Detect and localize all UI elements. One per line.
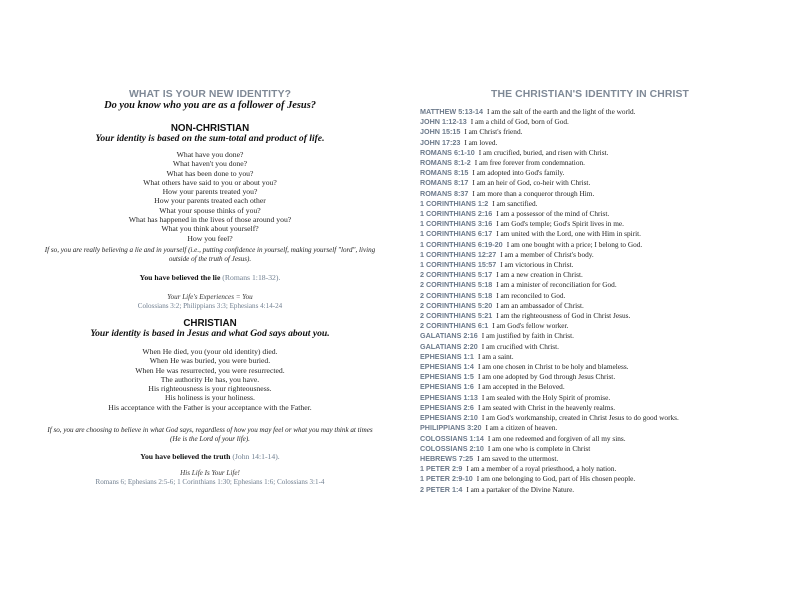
verse-ref: MATTHEW 5:13-14 (420, 107, 483, 116)
verse-row (420, 331, 770, 341)
verse-row (420, 362, 770, 372)
verse-ref: JOHN 17:23 (420, 137, 461, 147)
verse-row (420, 474, 770, 484)
verse-row (420, 423, 770, 433)
verse-ref: JOHN 15:15 (420, 127, 461, 137)
verse-row (420, 382, 770, 392)
verse-ref: EPHESIANS 1:4 (420, 362, 474, 372)
verse-row (420, 280, 770, 290)
verse-text: I am the righteousness of God in Christ Jesus. (496, 311, 631, 321)
verse-ref: EPHESIANS 1:5 (420, 372, 474, 382)
question-line: What has been done to you? (166, 168, 254, 178)
verse-text: I am one adopted by God through Jesus Christ. (477, 372, 616, 382)
verse-list (420, 107, 770, 495)
non-christian-questions (50, 150, 370, 243)
verse-ref: 2 CORINTHIANS 5:17 (420, 270, 493, 280)
verse-row (420, 209, 770, 219)
truth-line: His righteousness is your righteousness. (148, 384, 272, 394)
verse-text: I am God's workmanship, created in Christ Jesus to do good works. (481, 413, 679, 423)
verse-ref: COLOSSIANS 2:10 (420, 443, 484, 453)
verse-ref: 1 CORINTHIANS 1:2 (420, 198, 489, 208)
verse-text: I am a child of God, born of God. (470, 117, 569, 127)
verse-row (420, 352, 770, 362)
page-title-left: WHAT IS YOUR NEW IDENTITY? (128, 89, 292, 100)
verse-ref: 1 CORINTHIANS 12:27 (420, 249, 497, 259)
verse-ref: 1 CORINTHIANS 6:17 (420, 229, 493, 239)
verse-text: I am victorious in Christ. (500, 260, 574, 270)
verse-ref: EPHESIANS 1:1 (420, 351, 474, 361)
non-christian-heading: NON-CHRISTIAN (170, 123, 250, 134)
verse-ref: EPHESIANS 1:13 (420, 392, 478, 402)
verse-text: I am a member of Christ's body. (500, 249, 594, 259)
verse-ref: ROMANS 8:15 (420, 168, 469, 178)
verse-ref: JOHN 1:12-13 (420, 117, 467, 127)
page-title-right: THE CHRISTIAN'S IDENTITY IN CHRIST (491, 89, 689, 100)
left-subtitle: Do you know who you are as a follower of Jesus? (104, 100, 316, 111)
christian-subheading: Your identity is based in Jesus and what God says about you. (90, 328, 330, 339)
question-line: What you think about yourself? (161, 224, 259, 234)
verse-row (420, 321, 770, 331)
verse-row (420, 158, 770, 168)
life-is-your-life-line: His Life Is Your Life! (180, 469, 240, 477)
verse-row (420, 485, 770, 495)
verse-text: I am crucified, buried, and risen with Christ. (478, 147, 609, 157)
verse-text: I am one who is complete in Christ (487, 443, 591, 453)
believed-truth-ref: (John 14:1-14). (232, 452, 280, 461)
christian-note: If so, you are choosing to believe in what God says, regardless of how you may feel or what you may think at times (He is the Lord of your life). (47, 426, 373, 444)
verse-row (420, 270, 770, 280)
verse-text: I am an heir of God, co-heir with Christ. (472, 178, 591, 188)
verse-row (420, 148, 770, 158)
verse-row (420, 250, 770, 260)
verse-row (420, 372, 770, 382)
verse-row (420, 260, 770, 270)
verse-ref: ROMANS 8:37 (420, 188, 469, 198)
verse-ref: 2 CORINTHIANS 5:18 (420, 290, 493, 300)
verse-text: I am one redeemed and forgiven of all my sins. (487, 433, 626, 443)
verse-ref: HEBREWS 7:25 (420, 453, 474, 463)
believed-truth-line (50, 452, 370, 461)
verse-text: I am the salt of the earth and the light of the world. (486, 107, 636, 116)
question-line: What your spouse thinks of you? (159, 205, 261, 215)
verse-ref: EPHESIANS 2:10 (420, 413, 478, 423)
verse-row (420, 229, 770, 239)
verse-text: I am sanctified. (492, 198, 538, 208)
verse-text: I am Christ's friend. (464, 127, 523, 137)
verse-ref: 1 PETER 2:9-10 (420, 474, 473, 484)
verse-text: I am a possessor of the mind of Christ. (496, 209, 610, 219)
verse-ref: 1 CORINTHIANS 3:16 (420, 219, 493, 229)
verse-text: I am seated with Christ in the heavenly realms. (477, 402, 616, 412)
believed-lie-text: You have believed the lie (139, 273, 221, 282)
non-christian-refs: Colossians 3:2; Philippians 3:3; Ephesians 4:14-24 (137, 302, 283, 310)
verse-row (420, 240, 770, 250)
question-line: What have you done? (176, 150, 244, 159)
verse-row (420, 434, 770, 444)
verse-text: I am justified by faith in Christ. (481, 331, 574, 341)
verse-row (420, 291, 770, 301)
believed-truth-text: You have believed the truth (140, 452, 231, 461)
christian-heading: CHRISTIAN (183, 318, 237, 329)
verse-row (420, 178, 770, 188)
verse-text: I am saved to the uttermost. (477, 453, 559, 463)
verse-row (420, 117, 770, 127)
verse-row (420, 454, 770, 464)
verse-text: I am an ambassador of Christ. (496, 300, 584, 310)
truth-line: When He died, you (your old identity) died. (142, 347, 278, 356)
verse-text: I am one bought with a price; I belong to God. (506, 239, 643, 249)
verse-ref: 1 CORINTHIANS 15:57 (420, 260, 497, 270)
verse-ref: EPHESIANS 1:6 (420, 382, 474, 392)
verse-ref: ROMANS 6:1-10 (420, 147, 475, 157)
verse-row (420, 219, 770, 229)
verse-text: I am adopted into God's family. (472, 168, 565, 178)
verse-row (420, 199, 770, 209)
verse-ref: 1 CORINTHIANS 2:16 (420, 209, 493, 219)
verse-text: I am sealed with the Holy Spirit of promise. (481, 392, 611, 402)
verse-ref: 1 CORINTHIANS 6:19-20 (420, 239, 503, 249)
verse-ref: GALATIANS 2:16 (420, 331, 478, 341)
verse-text: I am a citizen of heaven. (485, 423, 558, 433)
verse-ref: ROMANS 8:17 (420, 178, 469, 188)
verse-row (420, 444, 770, 454)
verse-row (420, 301, 770, 311)
verse-row (420, 127, 770, 137)
verse-text: I am a partaker of the Divine Nature. (466, 484, 575, 494)
verse-text: I am God's temple; God's Spirit lives in me. (496, 219, 624, 229)
verse-ref: COLOSSIANS 1:14 (420, 433, 484, 443)
verse-row (420, 138, 770, 148)
verse-row (420, 107, 770, 117)
believed-lie-ref: (Romans 1:18-32). (222, 273, 281, 282)
truth-line: His holiness is your holiness. (165, 393, 255, 403)
verse-text: I am a new creation in Christ. (496, 270, 583, 280)
verse-ref: 2 CORINTHIANS 6:1 (420, 321, 489, 331)
verse-ref: PHILIPPIANS 3:20 (420, 423, 482, 433)
verse-ref: EPHESIANS 2:6 (420, 402, 474, 412)
verse-row (420, 189, 770, 199)
verse-row (420, 342, 770, 352)
verse-text: I am a minister of reconciliation for God. (496, 280, 617, 290)
verse-ref: GALATIANS 2:20 (420, 341, 478, 351)
verse-text: I am free forever from condemnation. (474, 158, 585, 168)
non-christian-note: If so, you are really believing a lie and in yourself (i.e., putting confidence in yourself, making yourself "lord", living outside of the truth of Jesus). (44, 246, 376, 264)
truth-line: When He was resurrected, you were resurrected. (135, 365, 285, 375)
verse-row (420, 393, 770, 403)
question-line: What others have said to you or about you? (143, 177, 277, 187)
verse-row (420, 464, 770, 474)
verse-ref: 2 CORINTHIANS 5:21 (420, 311, 493, 321)
truth-line: The authority He has, you have. (160, 374, 260, 384)
verse-ref: 2 CORINTHIANS 5:20 (420, 300, 493, 310)
question-line: What haven't you done? (172, 159, 248, 169)
truth-line: When He was buried, you were buried. (149, 356, 271, 366)
question-line: How your parents treated you? (162, 187, 258, 197)
life-experiences-line: Your Life's Experiences = You (167, 293, 253, 301)
verse-text: I am united with the Lord, one with Him in spirit. (496, 229, 641, 239)
verse-text: I am God's fellow worker. (492, 321, 569, 331)
verse-row (420, 413, 770, 423)
believed-lie-line (50, 273, 370, 282)
verse-row (420, 168, 770, 178)
christian-lines (50, 347, 370, 412)
verse-text: I am more than a conqueror through Him. (472, 188, 595, 198)
verse-text: I am crucified with Christ. (481, 341, 559, 351)
question-line: How you feel? (187, 233, 233, 243)
verse-text: I am reconciled to God. (496, 290, 566, 300)
verse-text: I am a member of a royal priesthood, a holy nation. (466, 464, 617, 474)
truth-line: His acceptance with the Father is your acceptance with the Father. (108, 402, 312, 412)
question-line: What has happened in the lives of those around you? (128, 215, 292, 225)
verse-text: I am loved. (464, 137, 498, 147)
verse-text: I am accepted in the Beloved. (477, 382, 565, 392)
verse-text: I am one belonging to God, part of His chosen people. (476, 474, 636, 484)
verse-ref: ROMANS 8:1-2 (420, 158, 471, 168)
verse-text: I am one chosen in Christ to be holy and blameless. (477, 362, 629, 372)
question-line: How your parents treated each other (154, 196, 266, 206)
verse-ref: 2 PETER 1:4 (420, 484, 463, 494)
verse-row (420, 311, 770, 321)
non-christian-subheading: Your identity is based on the sum-total and product of life. (95, 133, 325, 144)
verse-ref: 1 PETER 2:9 (420, 464, 463, 474)
verse-row (420, 403, 770, 413)
verse-text: I am a saint. (477, 351, 514, 361)
christian-refs: Romans 6; Ephesians 2:5-6; 1 Corinthians 1:30; Ephesians 1:6; Colossians 3:1-4 (95, 478, 325, 486)
verse-ref: 2 CORINTHIANS 5:18 (420, 280, 493, 290)
